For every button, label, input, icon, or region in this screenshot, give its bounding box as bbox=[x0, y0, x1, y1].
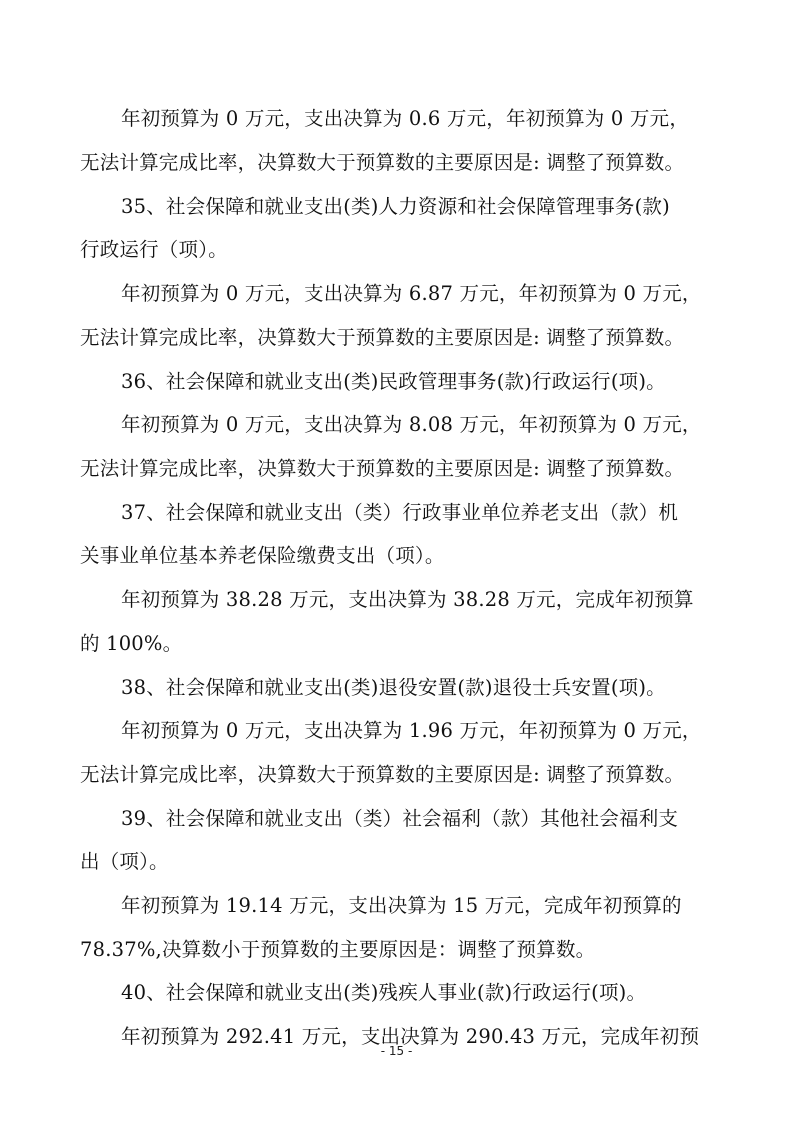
section-heading-36: 36、社会保障和就业支出(类)民政管理事务(款)行政运行(项)。 bbox=[121, 370, 666, 393]
section-heading-35-continued: 行政运行（项）。 bbox=[80, 238, 228, 261]
paragraph-line: 年初预算为 0 万元，支出决算为 6.87 万元，年初预算为 0 万元， bbox=[121, 282, 702, 305]
paragraph-line: 无法计算完成比率，决算数大于预算数的主要原因是: 调整了预算数。 bbox=[80, 763, 685, 786]
paragraph-line: 年初预算为 0 万元，支出决算为 0.6 万元，年初预算为 0 万元， bbox=[121, 107, 690, 130]
paragraph-line: 年初预算为 0 万元，支出决算为 1.96 万元，年初预算为 0 万元， bbox=[121, 719, 702, 742]
paragraph-line: 年初预算为 292.41 万元，支出决算为 290.43 万元，完成年初预 bbox=[121, 1025, 700, 1048]
section-heading-38: 38、社会保障和就业支出(类)退役安置(款)退役士兵安置(项)。 bbox=[121, 676, 666, 699]
paragraph-line: 无法计算完成比率，决算数大于预算数的主要原因是: 调整了预算数。 bbox=[80, 457, 685, 480]
paragraph-line: 无法计算完成比率，决算数大于预算数的主要原因是: 调整了预算数。 bbox=[80, 151, 685, 174]
paragraph-line: 的 100%。 bbox=[80, 632, 183, 655]
section-heading-37: 37、社会保障和就业支出（类）行政事业单位养老支出（款）机 bbox=[121, 501, 679, 524]
section-heading-39: 39、社会保障和就业支出（类）社会福利（款）其他社会福利支 bbox=[121, 807, 679, 830]
paragraph-line: 年初预算为 19.14 万元，支出决算为 15 万元，完成年初预算的 bbox=[121, 894, 682, 917]
section-heading-35: 35、社会保障和就业支出(类)人力资源和社会保障管理事务(款) bbox=[121, 195, 670, 218]
section-heading-40: 40、社会保障和就业支出(类)残疾人事业(款)行政运行(项)。 bbox=[121, 981, 647, 1004]
paragraph-line: 年初预算为 38.28 万元，支出决算为 38.28 万元，完成年初预算 bbox=[121, 588, 694, 611]
page-number: - 15 - bbox=[380, 1044, 413, 1058]
paragraph-line: 年初预算为 0 万元，支出决算为 8.08 万元，年初预算为 0 万元， bbox=[121, 413, 702, 436]
section-heading-37-continued: 关事业单位基本养老保险缴费支出（项）。 bbox=[80, 544, 445, 567]
paragraph-line: 78.37%,决算数小于预算数的主要原因是：调整了预算数。 bbox=[80, 938, 596, 961]
section-heading-39-continued: 出（项）。 bbox=[80, 850, 169, 873]
paragraph-line: 无法计算完成比率，决算数大于预算数的主要原因是: 调整了预算数。 bbox=[80, 326, 685, 349]
